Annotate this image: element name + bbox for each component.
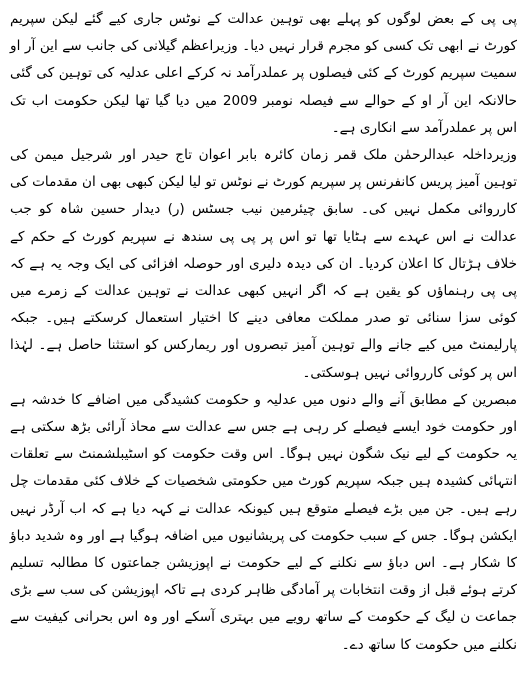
article-paragraph-2: وزیرداخلہ عبدالرحمٰن ملک قمر زمان کائرہ بابر اعوان تاج حیدر اور شرجیل میمن کی توہین آمیز پریس کانفرنس پر سپریم کورٹ نے نوٹس تو لیا لیکن کبھی بھی ان مقدمات کی کارروائی مکمل نہیں کی۔ سابق چیئرمین نیب جسٹس (ر) دیدار حسین شاہ کو جب عدالت نے اس عہدے سے ہٹایا تھا تو اس پر پی پی سندھ نے سپریم کورٹ کے حکم کے خلاف ہڑتال کا اعلان کردیا۔ ان کی دیدہ دلیری اور حوصلہ افزائی کی ایک وجہ یہ ہے کہ پی پی رہنماؤں کو یقین ہے کہ اگر انہیں کبھی عدالت نے توہین عدالت کے زمرے میں کوئی سزا سنائی تو صدر مملکت معافی دینے کا اختیار استعمال کرسکتے ہیں۔ جبکہ پارلیمنٹ میں کیے جانے والے توہین آمیز تبصروں اور ریمارکس کو استثنا حاصل ہے۔ لہٰذا اس پر کوئی کارروائی نہیں ہوسکتی۔ bbox=[10, 147, 517, 381]
article-body bbox=[10, 6, 517, 659]
article-paragraph-1: پی پی کے بعض لوگوں کو پہلے بھی توہین عدالت کے نوٹس جاری کیے گئے لیکن سپریم کورٹ نے ابھی تک کسی کو مجرم قرار نہیں دیا۔ وزیراعظم گیلانی کی جانب سے این آر او سمیت سپریم کورٹ کے کئی فیصلوں پر عملدرآمد نہ کرکے اعلی عدلیہ کی توہین کی گئی حالانکہ این آر او کے حوالے سے فیصلہ نومبر 2009 میں دیا گیا تھا لیکن حکومت اب تک اس پر عملدرآمد سے انکاری ہے۔ bbox=[10, 11, 517, 136]
article-paragraph-3: مبصرین کے مطابق آنے والے دنوں میں عدلیہ و حکومت کشیدگی میں اضافے کا خدشہ ہے اور حکومت خود ایسے فیصلے کر رہی ہے جس سے عدالت سے محاذ آرائی بڑھ سکتی ہے یہ حکومت کے لیے نیک شگون نہیں ہوگا۔ اس وقت حکومت کو اسٹیبلشمنٹ سے تعلقات انتہائی کشیدہ ہیں جبکہ سپریم کورٹ میں حکومتی شخصیات کے خلاف کئی مقدمات چل رہے ہیں۔ جن میں بڑے فیصلے متوقع ہیں کیونکہ عدالت نے کہہ دیا ہے کہ اب آرڈر نہیں ایکشن ہوگا۔ جس کے سبب حکومت کی پریشانیوں میں اضافہ ہوگیا ہے اور وہ شدید دباؤ کا شکار ہے۔ اس دباؤ سے نکلنے کے لیے حکومت نے اپوزیشن جماعتوں کا مطالبہ تسلیم کرتے ہوئے قبل از وقت انتخابات پر آمادگی ظاہر کردی ہے تاکہ اپوزیشن کی سب سے بڑی جماعت ن لیگ کے حکومت کے ساتھ رویے میں بہتری آسکے اور وہ اس بحرانی کیفیت سے نکلنے میں حکومت کا ساتھ دے۔ bbox=[10, 391, 517, 653]
